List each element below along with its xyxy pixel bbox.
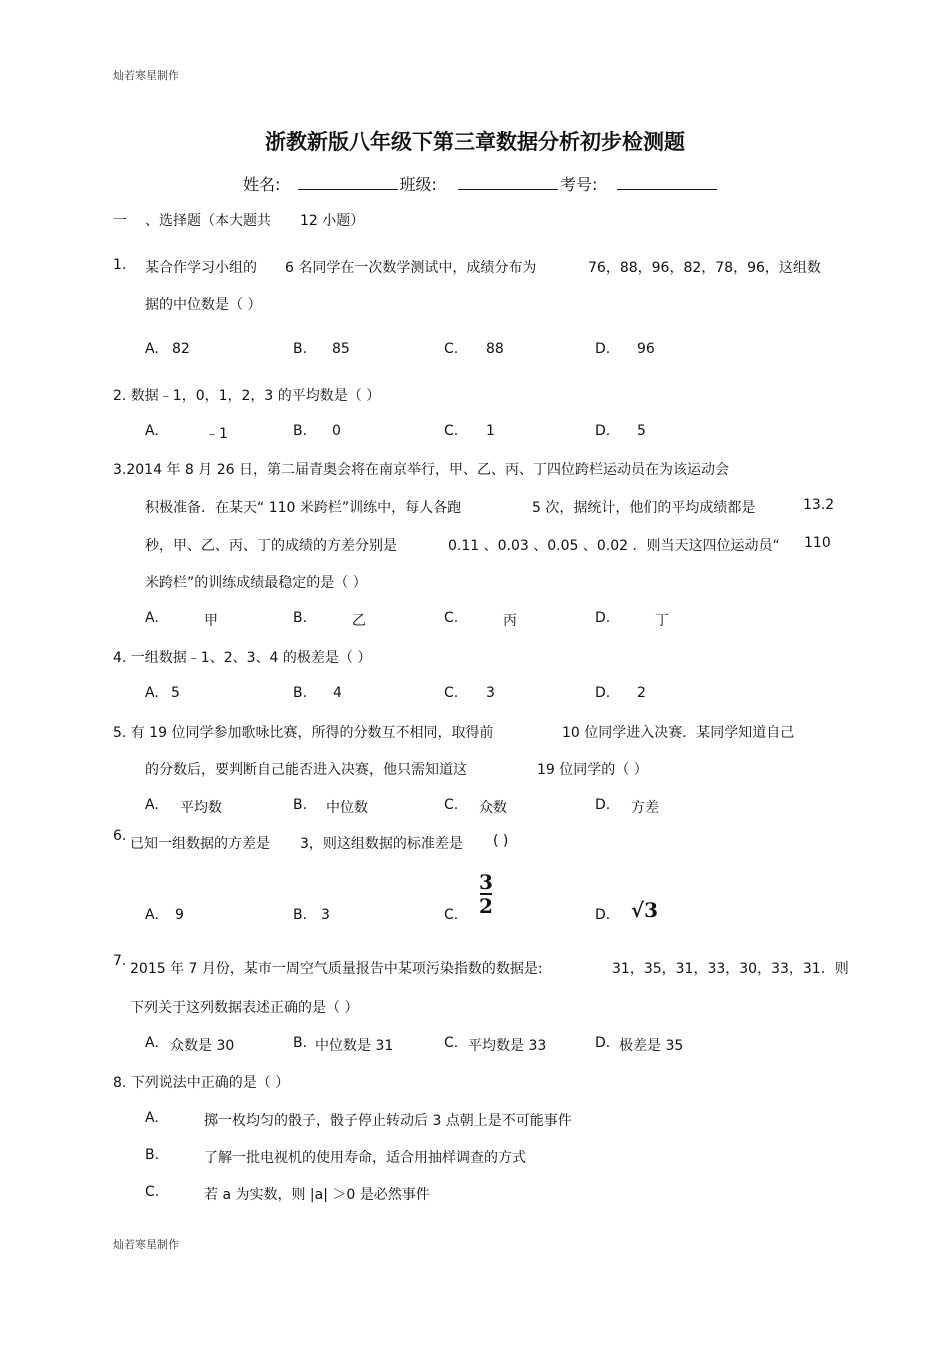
q5-option-b[interactable]: 中位数	[326, 800, 368, 816]
q3-option-d[interactable]: 丁	[655, 613, 669, 629]
q7-option-c-label[interactable]: C.	[444, 1035, 459, 1051]
q7-option-a-label[interactable]: A.	[145, 1035, 159, 1051]
q6-answer-paren: ( )	[493, 833, 509, 849]
q5-option-b-label[interactable]: B.	[293, 797, 308, 813]
q7-option-d[interactable]: 极差是 35	[619, 1038, 684, 1054]
header-watermark: 灿若寒星制作	[113, 69, 179, 82]
fraction-denominator: 2	[479, 894, 493, 918]
q2-option-b-label[interactable]: B.	[293, 423, 308, 439]
q1-option-a-label[interactable]: A.	[145, 341, 159, 357]
q6-option-d-label[interactable]: D.	[595, 907, 611, 923]
q4-option-c-label[interactable]: C.	[444, 685, 459, 701]
q2-option-d[interactable]: 5	[637, 423, 646, 439]
q6-stem-part2: 3，则这组数据的标准差是	[300, 836, 463, 852]
q6-option-b[interactable]: 3	[321, 907, 330, 923]
q7-option-d-label[interactable]: D.	[595, 1035, 611, 1051]
section-title: 、选择题（本大题共	[145, 213, 271, 229]
fraction-numerator: 3	[479, 870, 493, 894]
q3-stem-line3-part3: 110	[804, 535, 831, 551]
q8-option-a[interactable]: 掷一枚均匀的骰子，骰子停止转动后 3 点朝上是不可能事件	[204, 1113, 572, 1129]
q8-option-a-label[interactable]: A.	[145, 1110, 159, 1126]
q2-option-a[interactable]: ﹣1	[205, 426, 228, 442]
q5-option-c[interactable]: 众数	[479, 800, 507, 816]
q5-option-d[interactable]: 方差	[631, 800, 659, 816]
q8-option-c[interactable]: 若 a 为实数，则 |a| ＞0 是必然事件	[204, 1187, 430, 1203]
q3-option-c[interactable]: 丙	[503, 613, 517, 629]
q1-option-d[interactable]: 96	[637, 341, 655, 357]
q4-stem: 4. 一组数据﹣1、2、3、4 的极差是（ ）	[113, 650, 372, 666]
q2-option-b[interactable]: 0	[332, 423, 341, 439]
q3-stem-line1: 3.2014 年 8 月 26 日，第二届青奥会将在南京举行，甲、乙、丙、丁四位跨栏运动员在为该运动会	[113, 462, 729, 478]
q5-stem-line2-part2: 19 位同学的（ ）	[537, 762, 648, 778]
footer-watermark: 灿若寒星制作	[113, 1238, 179, 1251]
q4-option-b-label[interactable]: B.	[293, 685, 308, 701]
q3-option-b[interactable]: 乙	[352, 613, 366, 629]
q4-option-c[interactable]: 3	[486, 685, 495, 701]
student-info-fields	[243, 172, 719, 195]
q6-option-a-label[interactable]: A.	[145, 907, 159, 923]
q5-option-d-label[interactable]: D.	[595, 797, 611, 813]
q1-option-a[interactable]: 82	[172, 341, 190, 357]
q4-option-d[interactable]: 2	[637, 685, 646, 701]
q3-stem-line2-part3: 13.2	[803, 497, 835, 513]
q7-option-b-label[interactable]: B.	[293, 1035, 308, 1051]
q1-stem-part3: 76，88，96，82，78，96，这组数	[588, 260, 821, 276]
q7-stem-line1-part1: 2015 年 7 月份，某市一周空气质量报告中某项污染指数的数据是:	[130, 961, 543, 977]
q1-number: 1.	[113, 257, 127, 273]
q1-option-b-label[interactable]: B.	[293, 341, 308, 357]
q1-option-c[interactable]: 88	[486, 341, 504, 357]
q5-option-a-label[interactable]: A.	[145, 797, 159, 813]
class-blank[interactable]	[458, 174, 558, 190]
q7-option-c[interactable]: 平均数是 33	[468, 1038, 547, 1054]
q1-option-c-label[interactable]: C.	[444, 341, 459, 357]
q5-stem-line1-part1: 5. 有 19 位同学参加歌咏比赛，所得的分数互不相同，取得前	[113, 725, 494, 741]
exam-no-blank[interactable]	[617, 174, 717, 190]
q5-option-a[interactable]: 平均数	[180, 800, 222, 816]
q3-option-d-label[interactable]: D.	[595, 610, 611, 626]
q7-number: 7.	[113, 953, 127, 969]
q6-option-a[interactable]: 9	[175, 907, 184, 923]
q3-stem-line4: 米跨栏”的训练成绩最稳定的是（ ）	[145, 575, 367, 591]
name-blank[interactable]	[298, 174, 398, 190]
q2-option-d-label[interactable]: D.	[595, 423, 611, 439]
q6-stem-part1: 已知一组数据的方差是	[130, 836, 270, 852]
q4-option-a[interactable]: 5	[171, 685, 180, 701]
q3-stem-line2-part2: 5 次，据统计，他们的平均成绩都是	[532, 500, 756, 516]
q5-stem-line2-part1: 的分数后，要判断自己能否进入决赛，他只需知道这	[145, 762, 467, 778]
q8-option-c-label[interactable]: C.	[145, 1184, 160, 1200]
q2-stem: 2. 数据﹣1，0，1，2，3 的平均数是（ ）	[113, 388, 381, 404]
q6-option-b-label[interactable]: B.	[293, 907, 308, 923]
name-label: 姓名:	[243, 175, 281, 194]
q4-option-a-label[interactable]: A.	[145, 685, 159, 701]
q4-option-d-label[interactable]: D.	[595, 685, 611, 701]
q2-option-a-label[interactable]: A.	[145, 423, 159, 439]
q6-number: 6.	[113, 828, 127, 844]
q4-option-b[interactable]: 4	[333, 685, 342, 701]
q1-option-d-label[interactable]: D.	[595, 341, 611, 357]
q7-stem-line1-part2: 31，35，31，33，30，33，31．则	[612, 961, 849, 977]
q8-option-b[interactable]: 了解一批电视机的使用寿命，适合用抽样调查的方式	[204, 1150, 526, 1166]
q7-option-b[interactable]: 中位数是 31	[315, 1038, 394, 1054]
q5-option-c-label[interactable]: C.	[444, 797, 459, 813]
q3-stem-line2-part1: 积极准备．在某天“ 110 米跨栏”训练中，每人各跑	[145, 500, 462, 516]
q6-option-c-fraction[interactable]	[474, 872, 498, 916]
q1-stem-part2: 6 名同学在一次数学测试中，成绩分布为	[285, 260, 537, 276]
q3-stem-line3-part2: 0.11 、0.03 、0.05 、0.02 ．则当天这四位运动员“	[448, 538, 780, 554]
q6-option-d-sqrt[interactable]: √3	[631, 898, 659, 922]
q3-option-c-label[interactable]: C.	[444, 610, 459, 626]
q5-stem-line1-part2: 10 位同学进入决赛．某同学知道自己	[562, 725, 795, 741]
q1-stem-line2: 据的中位数是（ ）	[145, 297, 262, 313]
q7-option-a[interactable]: 众数是 30	[170, 1038, 235, 1054]
q7-stem-line2: 下列关于这列数据表述正确的是（ ）	[130, 1000, 359, 1016]
q1-stem-part1: 某合作学习小组的	[145, 260, 257, 276]
q2-option-c-label[interactable]: C.	[444, 423, 459, 439]
section-count: 12 小题）	[300, 213, 365, 229]
page-title: 浙教新版八年级下第三章数据分析初步检测题	[265, 130, 685, 154]
q3-option-a[interactable]: 甲	[204, 613, 218, 629]
q8-stem: 8. 下列说法中正确的是（ ）	[113, 1075, 290, 1091]
q2-option-c[interactable]: 1	[486, 423, 495, 439]
class-label: 班级:	[399, 175, 437, 194]
q3-option-a-label[interactable]: A.	[145, 610, 159, 626]
q3-stem-line3-part1: 秒，甲、乙、丙、丁的成绩的方差分别是	[145, 538, 397, 554]
q6-option-c-label[interactable]: C.	[444, 907, 459, 923]
q8-option-b-label[interactable]: B.	[145, 1147, 160, 1163]
q3-option-b-label[interactable]: B.	[293, 610, 308, 626]
section-number: 一	[113, 213, 127, 229]
q1-option-b[interactable]: 85	[332, 341, 350, 357]
exam-no-label: 考号:	[560, 175, 598, 194]
